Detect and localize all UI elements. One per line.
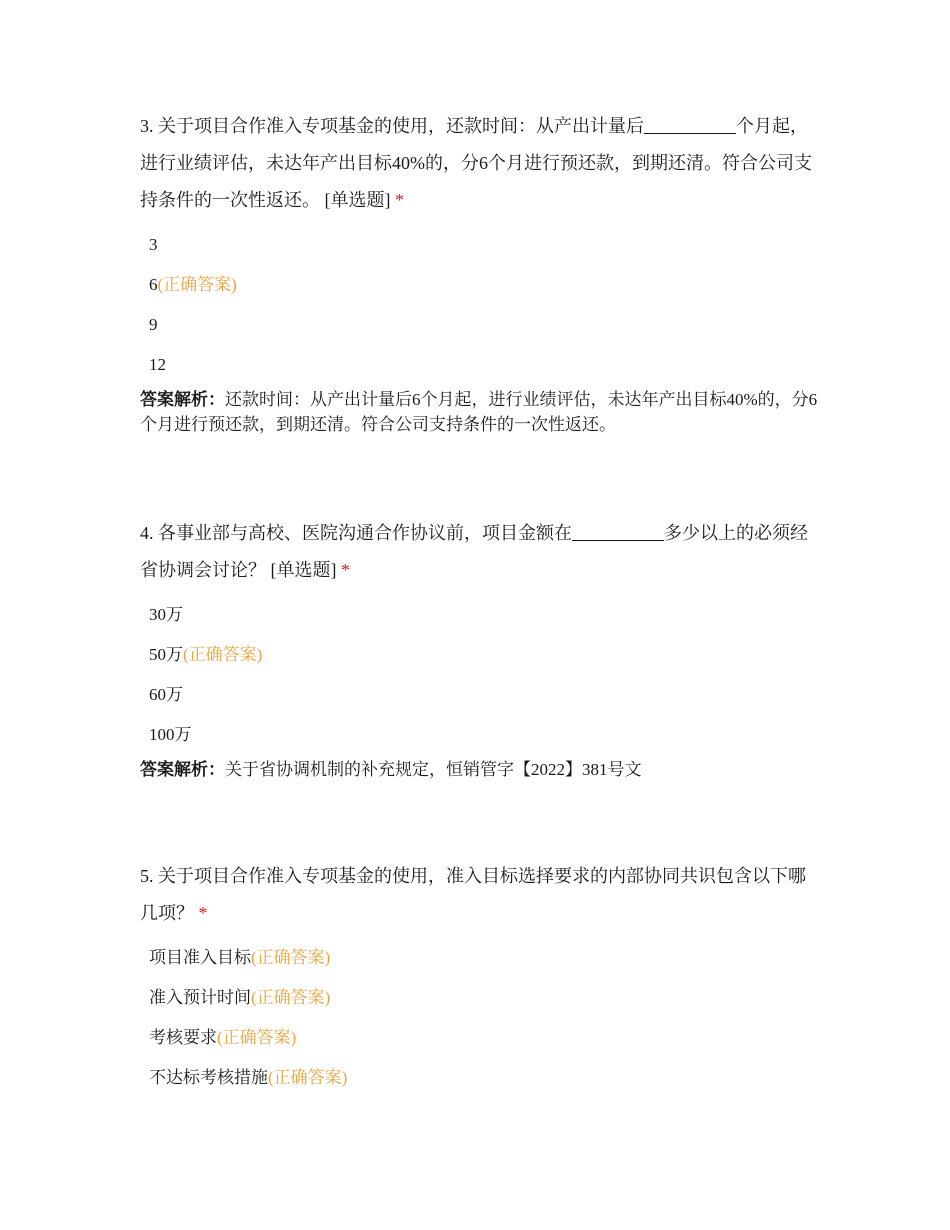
correct-tag: (正确答案)	[183, 645, 263, 664]
option-item[interactable]	[140, 948, 820, 968]
question-number: 3.	[140, 116, 154, 136]
answer-analysis	[140, 757, 820, 782]
question-number: 4.	[140, 523, 154, 543]
option-label: 100万	[149, 725, 192, 744]
answer-blank	[644, 113, 736, 134]
option-item[interactable]	[140, 355, 820, 375]
correct-tag: (正确答案)	[251, 948, 331, 967]
option-item[interactable]	[140, 725, 820, 745]
options-list	[140, 948, 820, 1088]
option-label: 准入预计时间	[149, 988, 251, 1007]
required-mark: *	[341, 560, 350, 580]
option-item[interactable]	[140, 988, 820, 1008]
answer-analysis	[140, 387, 820, 437]
options-list	[140, 605, 820, 745]
question-text-before: 关于项目合作准入专项基金的使用，准入目标选择要求的内部协同共识包含以下哪几项？	[140, 866, 806, 923]
question-text-after: 多少以上的必须经省协调会讨论？	[140, 523, 808, 580]
correct-tag: (正确答案)	[268, 1068, 348, 1087]
option-item[interactable]	[140, 275, 820, 295]
correct-tag: (正确答案)	[217, 1028, 297, 1047]
question-number: 5.	[140, 866, 154, 886]
question-title	[140, 108, 820, 219]
analysis-text: 关于省协调机制的补充规定，恒销管字【2022】381号文	[225, 760, 642, 779]
option-item[interactable]	[140, 235, 820, 255]
option-label: 9	[149, 315, 158, 334]
option-item[interactable]	[140, 645, 820, 665]
analysis-label: 答案解析：	[140, 760, 225, 779]
option-label: 12	[149, 355, 166, 374]
question-type-tag: [单选题]	[270, 560, 337, 580]
option-label: 项目准入目标	[149, 948, 251, 967]
analysis-text: 还款时间：从产出计量后6个月起，进行业绩评估，未达年产出目标40%的，分6个月进行预还款，到期还清。符合公司支持条件的一次性返还。	[140, 390, 818, 434]
correct-tag: (正确答案)	[157, 275, 237, 294]
correct-tag: (正确答案)	[251, 988, 331, 1007]
option-label: 50万	[149, 645, 183, 664]
required-mark: *	[198, 903, 208, 923]
option-label: 30万	[149, 605, 183, 624]
question-title	[140, 515, 820, 589]
option-label: 考核要求	[149, 1028, 217, 1047]
option-item[interactable]	[140, 315, 820, 335]
option-label: 不达标考核措施	[149, 1068, 268, 1087]
question-title	[140, 858, 820, 932]
option-label: 3	[149, 235, 158, 254]
question-type-tag: [单选题]	[324, 190, 391, 210]
option-item[interactable]	[140, 1028, 820, 1048]
option-item[interactable]	[140, 1068, 820, 1088]
option-label: 6	[149, 275, 158, 294]
question-text-before: 各事业部与高校、医院沟通合作协议前，项目金额在	[158, 523, 572, 543]
question-4	[140, 515, 820, 782]
options-list	[140, 235, 820, 375]
option-item[interactable]	[140, 605, 820, 625]
question-text-before: 关于项目合作准入专项基金的使用，还款时间：从产出计量后	[158, 116, 644, 136]
analysis-label: 答案解析：	[140, 390, 225, 409]
option-label: 60万	[149, 685, 183, 704]
question-text-after: 个月起，进行业绩评估，未达年产出目标40%的，分6个月进行预还款，到期还清。符合公司支持条件的一次性返还。	[140, 116, 812, 210]
required-mark: *	[395, 190, 404, 210]
question-3	[140, 108, 820, 437]
answer-blank	[572, 520, 664, 541]
option-item[interactable]	[140, 685, 820, 705]
question-5	[140, 858, 820, 1108]
